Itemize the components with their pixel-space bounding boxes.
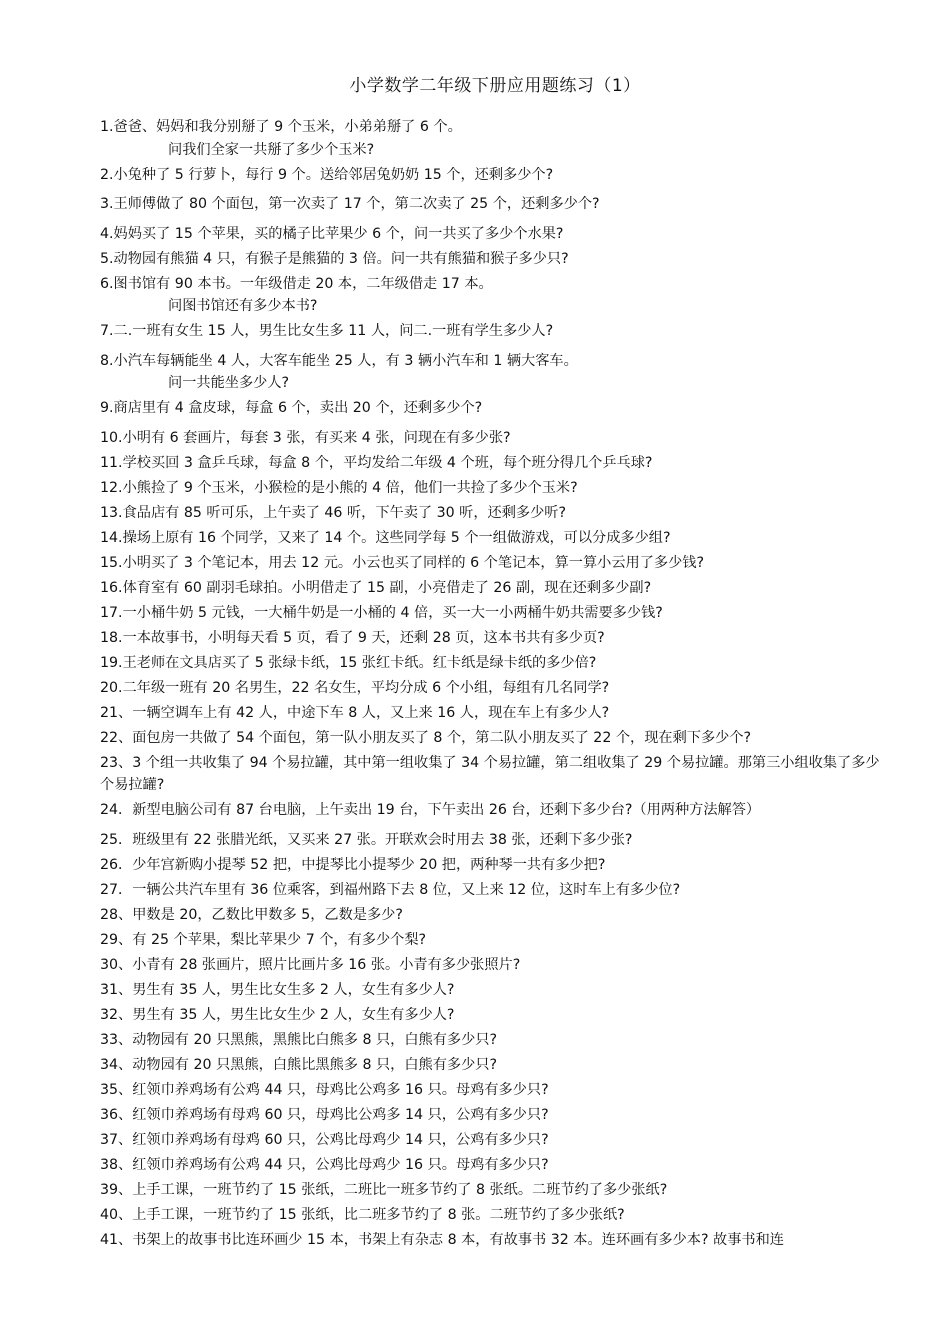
question-item: [100, 1104, 890, 1127]
question-item: [100, 702, 890, 725]
question-item: [100, 193, 890, 216]
question-item: [100, 1079, 890, 1102]
question-item: [100, 320, 890, 343]
question-item: [100, 677, 890, 700]
question-text: 10.小明有 6 套画片，每套 3 张，有买来 4 张，问现在有多少张?: [100, 429, 511, 446]
question-item: [100, 1054, 890, 1077]
question-text: 21、一辆空调车上有 42 人，中途下车 8 人，又上来 16 人，现在车上有多少人?: [100, 704, 610, 721]
question-item: [100, 829, 890, 852]
question-text: 30、小青有 28 张画片，照片比画片多 16 张。小青有多少张照片?: [100, 956, 521, 973]
question-item: [100, 652, 890, 675]
question-item: [100, 1179, 890, 1202]
question-text: 26．少年宫新购小提琴 52 把，中提琴比小提琴少 20 把，两种琴一共有多少把?: [100, 856, 606, 873]
question-item: [100, 1204, 890, 1227]
question-text: 20.二年级一班有 20 名男生，22 名女生，平均分成 6 个小组，每组有几名同学?: [100, 679, 610, 696]
question-text: 9.商店里有 4 盒皮球，每盒 6 个，卖出 20 个，还剩多少个?: [100, 400, 483, 416]
question-item: [100, 116, 890, 161]
question-text: 28、甲数是 20，乙数比甲数多 5，乙数是多少?: [100, 906, 403, 923]
question-continuation: 问图书馆还有多少本书?: [168, 298, 318, 314]
question-text: 38、红领巾养鸡场有公鸡 44 只，公鸡比母鸡少 16 只。母鸡有多少只?: [100, 1156, 549, 1173]
question-continuation: 问我们全家一共掰了多少个玉米?: [168, 141, 375, 158]
question-item: [100, 929, 890, 952]
question-item: [100, 577, 890, 600]
question-text: 13.食品店有 85 听可乐，上午卖了 46 听，下午卖了 30 听，还剩多少听?: [100, 504, 567, 521]
question-item: [100, 477, 890, 500]
question-item: [100, 397, 890, 420]
question-text: 19.王老师在文具店买了 5 张绿卡纸，15 张红卡纸。红卡纸是绿卡纸的多少倍?: [100, 654, 597, 671]
question-text: 31、男生有 35 人，男生比女生多 2 人，女生有多少人?: [100, 981, 455, 998]
question-item: [100, 904, 890, 927]
question-item: [100, 427, 890, 450]
question-item: [100, 1129, 890, 1152]
question-item: [100, 627, 890, 650]
question-item: [100, 527, 890, 550]
question-item: [100, 502, 890, 525]
question-text: 22、面包房一共做了 54 个面包，第一队小朋友买了 8 个，第二队小朋友买了 22 个，现在剩下多少个?: [100, 729, 752, 746]
question-text: 15.小明买了 3 个笔记本，用去 12 元。小云也买了同样的 6 个笔记本，算一算小云用了多少钱?: [100, 554, 705, 571]
question-text: 3.王师傅做了 80 个面包，第一次卖了 17 个，第二次卖了 25 个，还剩多少个?: [100, 196, 600, 212]
question-item: [100, 1004, 890, 1027]
question-text: 35、红领巾养鸡场有公鸡 44 只，母鸡比公鸡多 16 只。母鸡有多少只?: [100, 1081, 549, 1098]
question-item: [100, 452, 890, 475]
question-text: 25．班级里有 22 张腊光纸，又买来 27 张。开联欢会时用去 38 张，还剩下多少张?: [100, 831, 633, 848]
question-text: 6.图书馆有 90 本书。一年级借走 20 本，二年级借走 17 本。: [100, 275, 493, 292]
question-item: [100, 799, 890, 822]
question-text: 5.动物园有熊猫 4 只，有猴子是熊猫的 3 倍。问一共有熊猫和猴子多少只?: [100, 250, 569, 267]
question-text: 33、动物园有 20 只黑熊，黑熊比白熊多 8 只，白熊有多少只?: [100, 1031, 498, 1048]
question-item: [100, 1229, 890, 1252]
question-text: 32、男生有 35 人，男生比女生少 2 人，女生有多少人?: [100, 1006, 455, 1023]
question-text: 36、红领巾养鸡场有母鸡 60 只，母鸡比公鸡多 14 只，公鸡有多少只?: [100, 1106, 549, 1123]
page-title: 小学数学二年级下册应用题练习（1）: [349, 76, 641, 96]
question-text: 18.一本故事书，小明每天看 5 页，看了 9 天，还剩 28 页，这本书共有多少页?: [100, 629, 605, 646]
question-text: 1.爸爸、妈妈和我分别掰了 9 个玉米，小弟弟掰了 6 个。: [100, 119, 462, 135]
question-text: 34、动物园有 20 只黑熊，白熊比黑熊多 8 只，白熊有多少只?: [100, 1056, 498, 1073]
question-item: [100, 552, 890, 575]
question-text: 23、3 个组一共收集了 94 个易拉罐，其中第一组收集了 34 个易拉罐，第二组收集了 29 个易拉罐。那第三小组收集了多少个易拉罐?: [100, 754, 880, 793]
question-text: 2.小兔种了 5 行萝卜，每行 9 个。送给邻居兔奶奶 15 个，还剩多少个?: [100, 166, 554, 183]
question-item: [100, 164, 890, 187]
question-item: [100, 954, 890, 977]
question-item: [100, 602, 890, 625]
question-text: 8.小汽车每辆能坐 4 人，大客车能坐 25 人，有 3 辆小汽车和 1 辆大客车。: [100, 352, 578, 369]
question-text: 7.二.一班有女生 15 人，男生比女生多 11 人，问二.一班有学生多少人?: [100, 323, 554, 339]
question-text: 4.妈妈买了 15 个苹果，买的橘子比苹果少 6 个，问一共买了多少个水果?: [100, 225, 564, 242]
question-text: 12.小熊捡了 9 个玉米，小猴检的是小熊的 4 倍，他们一共捡了多少个玉米?: [100, 479, 578, 496]
question-continuation: 问一共能坐多少人?: [168, 375, 290, 391]
question-text: 24．新型电脑公司有 87 台电脑，上午卖出 19 台，下午卖出 26 台，还剩下多少台?（用两种方法解答）: [100, 802, 761, 818]
question-item: [100, 1154, 890, 1177]
question-item: [100, 979, 890, 1002]
question-item: [100, 854, 890, 877]
question-list: [100, 116, 890, 1254]
question-text: 17.一小桶牛奶 5 元钱，一大桶牛奶是一小桶的 4 倍，买一大一小两桶牛奶共需要多少钱?: [100, 604, 663, 621]
question-text: 41、书架上的故事书比连环画少 15 本，书架上有杂志 8 本，有故事书 32 本。连环画有多少本? 故事书和连: [100, 1231, 784, 1248]
question-item: [100, 350, 890, 395]
question-item: [100, 879, 890, 902]
question-item: [100, 223, 890, 246]
question-item: [100, 752, 890, 797]
question-text: 39、上手工课，一班节约了 15 张纸，二班比一班多节约了 8 张纸。二班节约了多少张纸?: [100, 1181, 668, 1198]
question-text: 14.操场上原有 16 个同学，又来了 14 个。这些同学每 5 个一组做游戏，可以分成多少组?: [100, 529, 671, 546]
question-text: 29、有 25 个苹果，梨比苹果少 7 个，有多少个梨?: [100, 931, 427, 948]
question-item: [100, 727, 890, 750]
question-text: 27．一辆公共汽车里有 36 位乘客，到福州路下去 8 位，又上来 12 位，这时车上有多少位?: [100, 881, 681, 898]
question-item: [100, 248, 890, 271]
question-item: [100, 1029, 890, 1052]
question-item: [100, 273, 890, 318]
question-text: 40、上手工课，一班节约了 15 张纸，比二班多节约了 8 张。二班节约了多少张纸?: [100, 1206, 625, 1223]
question-text: 16.体育室有 60 副羽毛球拍。小明借走了 15 副，小亮借走了 26 副，现在还剩多少副?: [100, 579, 652, 596]
question-text: 37、红领巾养鸡场有母鸡 60 只，公鸡比母鸡少 14 只，公鸡有多少只?: [100, 1131, 549, 1148]
question-text: 11.学校买回 3 盒乒乓球，每盒 8 个，平均发给二年级 4 个班，每个班分得几个乒乓球?: [100, 454, 653, 471]
